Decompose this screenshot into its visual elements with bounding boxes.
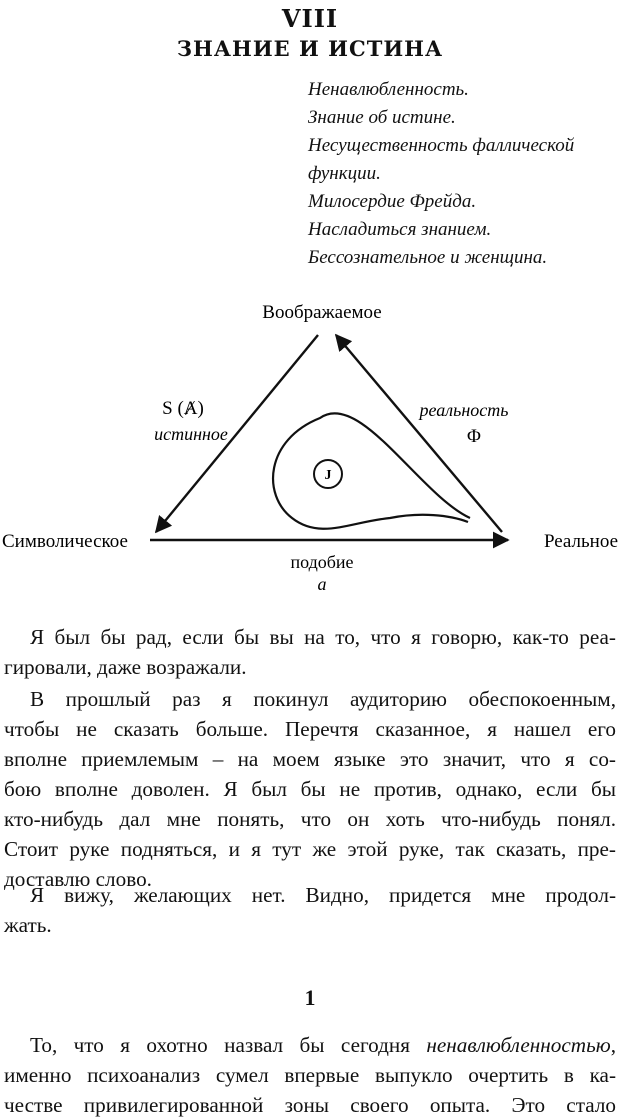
vertex-real: Реальное (543, 531, 618, 552)
text-line: Я вижу, желающих нет. Видно, придется мне продол- (30, 883, 616, 907)
paragraph-3 (4, 880, 616, 940)
text-line (4, 1030, 616, 1060)
epigraph-line: Бессознательное и женщина. (308, 247, 548, 268)
text-line: честве привилегированной зоны своего опыта. Это стало (4, 1093, 616, 1117)
section-number: 1 (304, 985, 316, 1010)
jouissance-loop (273, 413, 470, 528)
text-line: гировали, даже возражали. (4, 655, 247, 679)
chapter-title: ЗНАНИЕ И ИСТИНА (176, 36, 444, 61)
left-edge-label-symbol: S (Ⱥ) (162, 398, 204, 419)
bottom-edge-label-symbol: a (317, 574, 327, 594)
paragraph-4 (4, 1030, 616, 1120)
center-label: J (324, 468, 332, 483)
text-line: бою вполне доволен. Я был бы не против, однако, если бы (4, 777, 616, 801)
epigraph (308, 76, 608, 272)
chapter-number: VIII (281, 4, 339, 33)
left-edge-label-word: истинное (154, 424, 228, 444)
text-line: Стоит руке подняться, и я тут же этой руке, так сказать, пре- (4, 837, 616, 861)
vertex-imaginary: Воображаемое (262, 302, 382, 323)
epigraph-line: Милосердие Фрейда. (308, 191, 477, 212)
text-line: именно психоанализ сумел впервые выпукло очертить в ка- (4, 1063, 616, 1087)
paragraph-1 (4, 622, 616, 682)
text-line: кто-нибудь дал мне понять, что он хоть что-нибудь понял. (4, 807, 616, 831)
vertex-symbolic: Символическое (2, 531, 128, 552)
text-line: вполне приемлемым – на моем языке это значит, что я со- (4, 747, 616, 771)
text-line: Я был бы рад, если бы вы на то, что я говорю, как-то реа- (30, 625, 616, 649)
emphasis-term: ненавлюбленностью (426, 1033, 611, 1057)
paragraph-2 (4, 684, 616, 894)
text-line: доставлю слово. (4, 867, 152, 891)
epigraph-line: Ненавлюбленность. (308, 79, 469, 100)
text-run: То, что я охотно назвал бы сегодня (30, 1033, 427, 1057)
borromean-triangle-diagram (0, 290, 620, 600)
right-edge-label-word: реальность (419, 400, 509, 420)
right-edge-label-symbol: Φ (467, 426, 481, 447)
epigraph-line: Несущественность фаллической (308, 135, 575, 156)
bottom-edge-label-word: подобие (290, 552, 354, 572)
text-line: В прошлый раз я покинул аудиторию обеспокоенным, (30, 687, 616, 711)
text-run: , (610, 1033, 616, 1057)
text-line: чтобы не сказать больше. Перечтя сказанное, я нашел его (4, 717, 616, 741)
epigraph-line: функции. (308, 163, 381, 184)
epigraph-line: Знание об истине. (308, 107, 456, 128)
text-line: жать. (4, 913, 52, 937)
epigraph-line: Насладиться знанием. (308, 219, 492, 240)
